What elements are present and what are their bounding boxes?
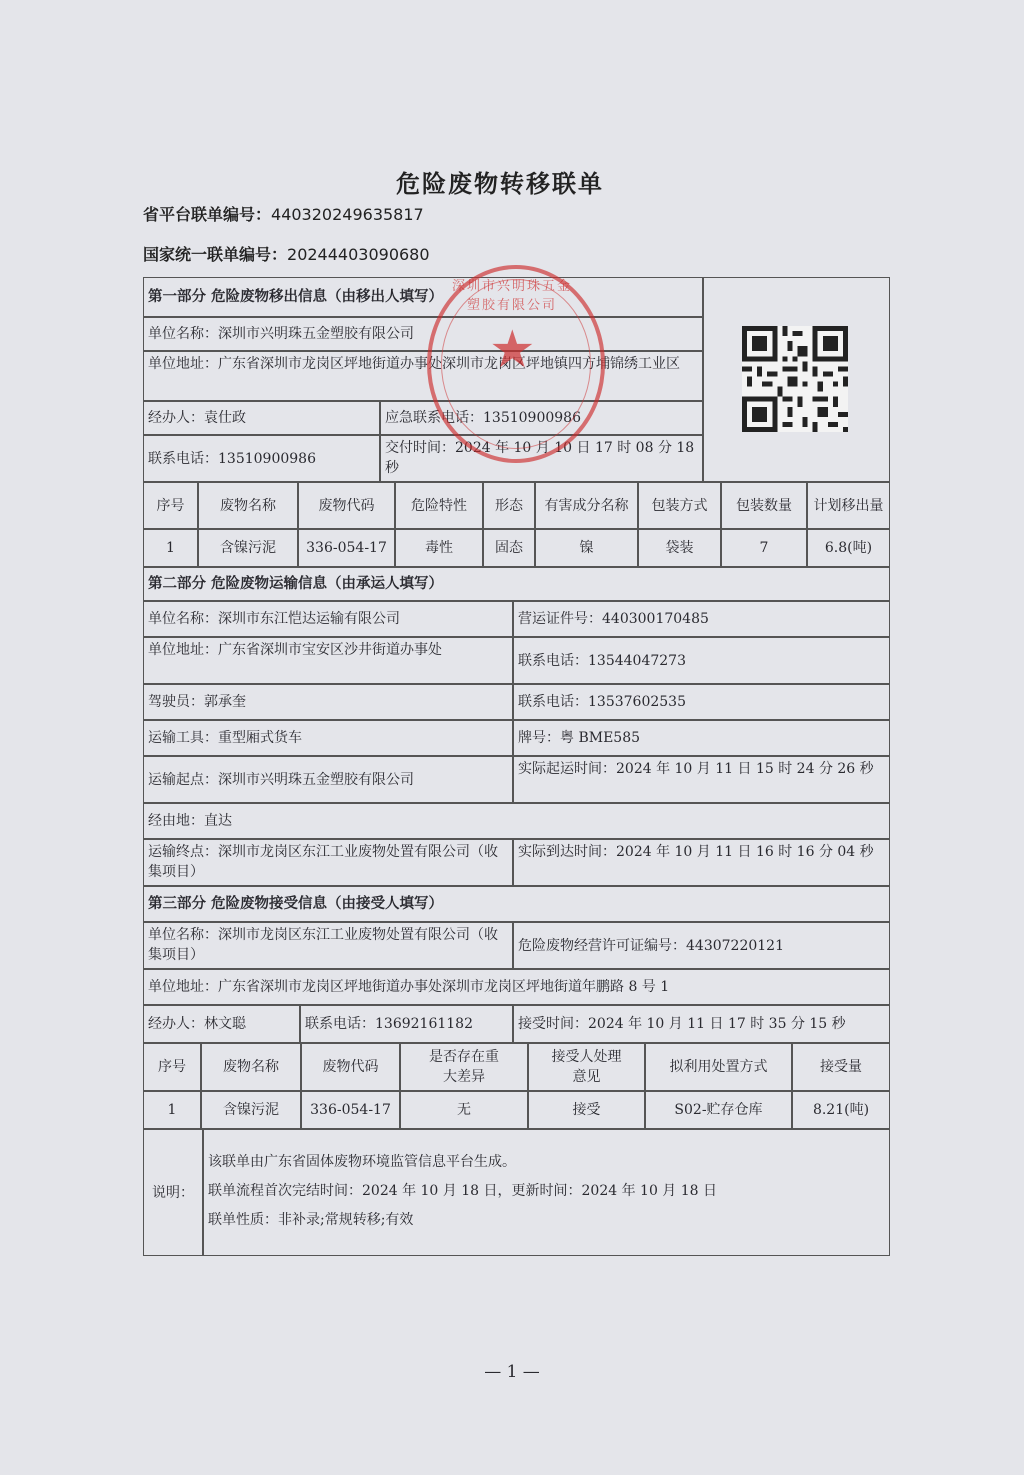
part2-origin: 运输起点：深圳市兴明珠五金塑胶有限公司 [143, 756, 513, 803]
part1-handler: 经办人：袁仕政 [143, 401, 380, 435]
part2-destination: 运输终点：深圳市龙岗区东江工业废物处置有限公司（收集项目） [143, 839, 513, 886]
document-title: 危险废物转移联单 [396, 170, 604, 198]
page-number: — 1 — [484, 1362, 540, 1382]
part1-emergency-phone: 应急联系电话：13510900986 [380, 401, 703, 435]
part3-col-header: 是否存在重大差异 [400, 1043, 528, 1091]
notes-content [203, 1129, 890, 1256]
part1-table-cell: 含镍污泥 [198, 529, 298, 567]
part3-table-cell: 含镍污泥 [201, 1091, 301, 1129]
part1-table-cell: 7 [721, 529, 807, 567]
part3-table-cell: 无 [400, 1091, 528, 1129]
part1-address: 单位地址：广东省深圳市龙岗区坪地街道办事处深圳市龙岗区坪地镇四方埔锦绣工业区 [143, 351, 703, 401]
part3-receive-time: 接受时间：2024 年 10 月 11 日 17 时 35 分 15 秒 [513, 1005, 890, 1043]
part1-table-cell: 镍 [535, 529, 638, 567]
part3-table-cell: 1 [143, 1091, 201, 1129]
part2-heading: 第二部分 危险废物运输信息（由承运人填写） [143, 567, 890, 601]
part1-col-header: 序号 [143, 482, 198, 529]
seal-text: 深圳市兴明珠五金塑胶有限公司 [451, 279, 572, 313]
notes-line: 该联单由广东省固体废物环境监管信息平台生成。 [208, 1154, 516, 1170]
part2-phone-2: 联系电话：13537602535 [513, 684, 890, 720]
part3-table-cell: 8.21(吨) [792, 1091, 890, 1129]
part2-phone-1: 联系电话：13544047273 [513, 637, 890, 684]
part1-table-cell: 1 [143, 529, 198, 567]
provincial-number-label: 省平台联单编号： [143, 205, 272, 224]
part2-unit-name: 单位名称：深圳市东江恺达运输有限公司 [143, 601, 513, 637]
part3-col-header: 废物代码 [301, 1043, 400, 1091]
part3-heading: 第三部分 危险废物接受信息（由接受人填写） [143, 886, 890, 922]
part1-col-header: 危险特性 [395, 482, 483, 529]
part1-contact-phone: 联系电话：13510900986 [143, 435, 380, 482]
seal-star-icon: ★ [489, 320, 536, 380]
part1-heading: 第一部分 危险废物移出信息（由移出人填写） [143, 277, 703, 317]
part3-col-header: 接受量 [792, 1043, 890, 1091]
part1-delivery-time: 交付时间：2024 年 10 月 10 日 17 时 08 分 18 秒 [380, 435, 703, 482]
part3-address: 单位地址：广东省深圳市龙岗区坪地街道办事处深圳市龙岗区坪地街道年鹏路 8 号 1 [143, 969, 890, 1005]
part3-table-cell: 336-054-17 [301, 1091, 400, 1129]
national-number-label: 国家统一联单编号： [143, 245, 288, 264]
notes-label: 说明： [143, 1129, 203, 1256]
part3-table-cell: S02-贮存仓库 [645, 1091, 792, 1129]
part3-table-cell: 接受 [528, 1091, 645, 1129]
part3-col-header: 废物名称 [201, 1043, 301, 1091]
provincial-number-value: 440320249635817 [271, 205, 424, 224]
part1-col-header: 包装数量 [721, 482, 807, 529]
notes-line: 联单性质：非补录;常规转移;有效 [208, 1212, 414, 1228]
qr-code-icon [742, 326, 848, 432]
part1-col-header: 废物代码 [298, 482, 395, 529]
national-number-value: 20244403090680 [287, 245, 430, 264]
part3-col-header: 序号 [143, 1043, 201, 1091]
part2-via: 经由地：直达 [143, 803, 890, 839]
part3-col-header: 接受人处理意见 [528, 1043, 645, 1091]
part3-handler: 经办人：林文聪 [143, 1005, 300, 1043]
part1-table-cell: 336-054-17 [298, 529, 395, 567]
provincial-number [143, 202, 424, 225]
part3-phone: 联系电话：13692161182 [300, 1005, 513, 1043]
part2-vehicle: 运输工具：重型厢式货车 [143, 720, 513, 756]
part2-license: 营运证件号：440300170485 [513, 601, 890, 637]
part1-col-header: 有害成分名称 [535, 482, 638, 529]
part3-col-header: 拟利用处置方式 [645, 1043, 792, 1091]
part2-arrive-time: 实际到达时间：2024 年 10 月 11 日 16 时 16 分 04 秒 [513, 839, 890, 886]
part1-table-cell: 袋装 [638, 529, 721, 567]
part1-table-cell: 毒性 [395, 529, 483, 567]
part3-permit: 危险废物经营许可证编号：44307220121 [513, 922, 890, 969]
part3-unit-name: 单位名称：深圳市龙岗区东江工业废物处置有限公司（收集项目） [143, 922, 513, 969]
notes-line: 联单流程首次完结时间：2024 年 10 月 18 日，更新时间：2024 年 10 月 18 日 [208, 1183, 718, 1199]
national-number [143, 242, 430, 265]
part1-col-header: 计划移出量 [807, 482, 890, 529]
part1-col-header: 包装方式 [638, 482, 721, 529]
part1-unit-name: 单位名称：深圳市兴明珠五金塑胶有限公司 [143, 317, 703, 351]
part1-table-cell: 固态 [483, 529, 535, 567]
part2-address: 单位地址：广东省深圳市宝安区沙井街道办事处 [143, 637, 513, 684]
part2-plate: 牌号：粤 BME585 [513, 720, 890, 756]
part2-driver: 驾驶员：郭承奎 [143, 684, 513, 720]
part1-table-cell: 6.8(吨) [807, 529, 890, 567]
qr-code-box [703, 277, 890, 482]
part2-depart-time: 实际起运时间：2024 年 10 月 11 日 15 时 24 分 26 秒 [513, 756, 890, 803]
part1-col-header: 废物名称 [198, 482, 298, 529]
part1-col-header: 形态 [483, 482, 535, 529]
